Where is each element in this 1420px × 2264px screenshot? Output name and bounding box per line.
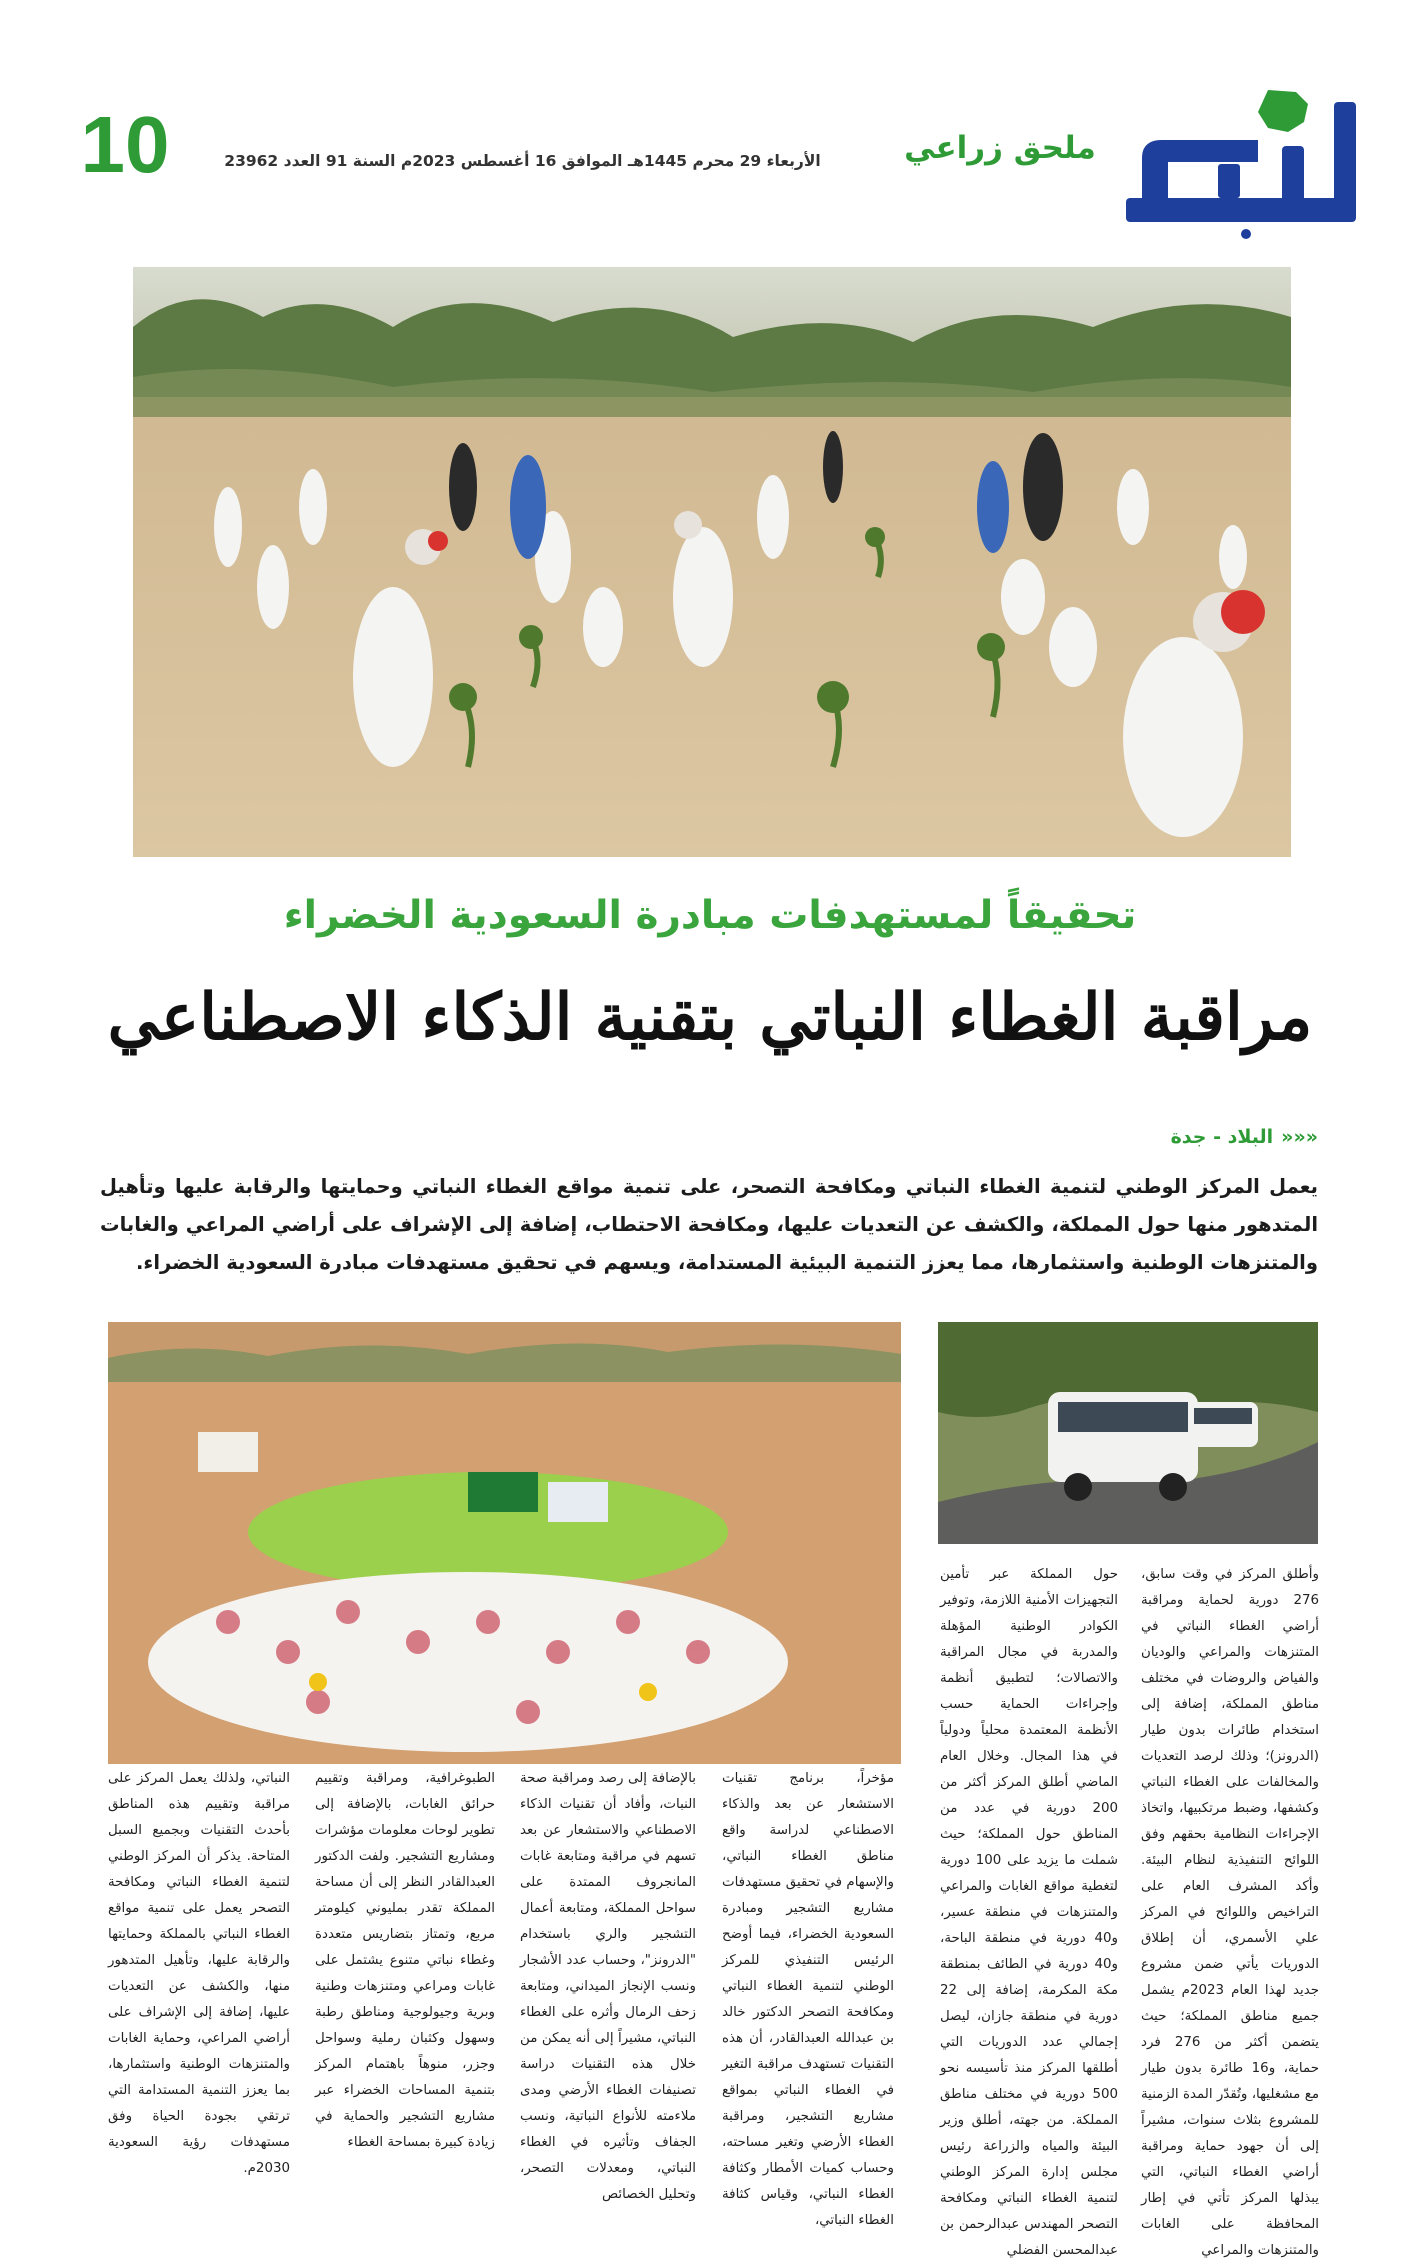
article-column-3: مؤخراً، برنامج تقنيات الاستشعار عن بعد والذكاء الاصطناعي لدراسة واقع مناطق الغطاء النباتي، والإسهام في تحقيق مستهدفات مشاريع التشجير ومبادرة السعودية الخضراء، فيما أوضح الرئيس التنفيذي للمركز الوطني لتنمية الغطاء النباتي ومكافحة التصحر الدكتور خالد بن عبدالله العبدالقادر، أن هذه التقنيات تستهدف مراقبة التغير في الغطاء النباتي بمواقع مشاريع التشجير، ومراقبة الغطاء الأرضي وتغير مساحته، وحساب كميات الأمطار وكثافة الغطاء النباتي، وقياس كثافة الغطاء النباتي، bbox=[722, 1771, 894, 2228]
article-column-1: وأطلق المركز في وقت سابق، 276 دورية لحماية ومراقبة أراضي الغطاء النباتي في المتنزهات والمراعي والوديان والفياض والروضات في مختلف مناطق المملكة، إضافة إلى استخدام طائرات بدون طيار (الدرونز)؛ وذلك لرصد التعديات والمخالفات على الغطاء النباتي وكشفها، وضبط مرتكبيها، واتخاذ الإجراءات النظامية بحقهم وفق اللوائح التنفيذية لنظام البيئة. وأكد المشرف العام على التراخيص واللوائح في المركز علي الأسمري، أن إطلاق الدوريات يأتي ضمن مشروع جديد لهذا العام 2023م يشمل جميع مناطق المملكة؛ حيث يتضمن أكثر من 276 فرد حماية، و16 طائرة بدون طيار مع مشغليها، وتُقدّر المدة الزمنية للمشروع بثلاث سنوات، مشيراً إلى أن جهود حماية ومراقبة أراضي الغطاء النباتي، التي يبذلها المركز تأتي في إطار المحافظة على الغابات والمتنزهات والمراعي bbox=[1141, 1567, 1320, 2258]
group-photo-graphic bbox=[108, 1322, 901, 1764]
chevrons-icon: ««« bbox=[1281, 1126, 1318, 1148]
article-column-2: حول المملكة عبر تأمين التجهيزات الأمنية اللازمة، وتوفير الكوادر الوطنية المؤهلة والمدربة في مجال المراقبة والاتصالات؛ لتطبيق أنظمة وإجراءات الحماية حسب الأنظمة المعتمدة محلياً ودولياً في هذا المجال. وخلال العام الماضي أطلق المركز أكثر من 200 دورية في عدد من المناطق حول المملكة؛ حيث شملت ما يزيد على 100 دورية لتغطية مواقع الغابات والمراعي والمتنزهات في منطقة عسير، و40 دورية في منطقة الباحة، و40 دورية في الطائف بمنطقة مكة المكرمة، إضافة إلى 22 دورية في منطقة جازان، ليصل إجمالي عدد الدوريات التي أطلقها المركز منذ تأسيسه نحو 500 دورية في مختلف مناطق المملكة. من جهته، أطلق وزير البيئة والمياه والزراعة رئيس مجلس إدارة المركز الوطني لتنمية الغطاء النباتي ومكافحة التصحر المهندس عبدالرحمن بن عبدالمحسن الفضلي bbox=[940, 1567, 1119, 2258]
logo-dot bbox=[1241, 229, 1251, 239]
byline-text: البلاد - جدة bbox=[1170, 1126, 1274, 1148]
article-lead: يعمل المركز الوطني لتنمية الغطاء النباتي ومكافحة التصحر، على تنمية مواقع الغطاء النباتي وحمايتها والرقابة عليها وتأهيل المتدهور منها حول المملكة، والكشف عن التعديات عليها، ومكافحة الاحتطاب، إضافة إلى الإشراف على أراضي المراعي والغابات والمتنزهات الوطنية واستثمارها، مما يعزز التنمية البيئية المستدامة، ويسهم في تحقيق مستهدفات مبادرة السعودية الخضراء. bbox=[100, 1175, 1318, 1274]
vehicles-photo-graphic bbox=[938, 1322, 1318, 1544]
article-headline: مراقبة الغطاء النباتي بتقنية الذكاء الاصطناعي bbox=[107, 980, 1313, 1055]
newspaper-logo[interactable] bbox=[1118, 88, 1366, 238]
logo-baseline bbox=[1126, 198, 1356, 222]
logo-graphic bbox=[1118, 88, 1366, 238]
logo-stroke bbox=[1142, 140, 1258, 198]
section-name: ملحق زراعي bbox=[904, 130, 1096, 166]
dateline: الأربعاء 29 محرم 1445هـ الموافق 16 أغسطس 2023م السنة 91 العدد 23962 bbox=[224, 152, 821, 170]
article-kicker: تحقيقاً لمستهدفات مبادرة السعودية الخضراء bbox=[283, 893, 1137, 938]
masthead bbox=[0, 0, 1420, 240]
hero-photo-tree-planting bbox=[133, 267, 1291, 857]
article-byline bbox=[1000, 1126, 1318, 1148]
photo-patrol-vehicles bbox=[938, 1322, 1318, 1544]
logo-map-shape bbox=[1258, 90, 1308, 132]
article-column-6: النباتي، ولذلك يعمل المركز على مراقبة وتقييم هذه المناطق بأحدث التقنيات وبجميع السبل المتاحة. يذكر أن المركز الوطني لتنمية الغطاء النباتي ومكافحة التصحر يعمل على تنمية مواقع الغطاء النباتي بالمملكة وحمايتها والرقابة عليها، وتأهيل المتدهور منها، والكشف عن التعديات عليها، إضافة إلى الإشراف على أراضي المراعي، وحماية الغابات والمتنزهات الوطنية واستثمارها، بما يعزز التنمية المستدامة التي ترتقي بجودة الحياة وفق مستهدفات رؤية السعودية 2030م. bbox=[108, 1771, 290, 2176]
article-column-4: بالإضافة إلى رصد ومراقبة صحة النبات، وأفاد أن تقنيات الذكاء الاصطناعي والاستشعار عن بعد تسهم في مراقبة ومتابعة غابات المانجروف الممتدة على سواحل المملكة، ومتابعة أعمال التشجير والري باستخدام "الدرونز"، وحساب عدد الأشجار ونسب الإنجاز الميداني، ومتابعة زحف الرمال وأثره على الغطاء النباتي، مشيراً إلى أنه يمكن من خلال هذه التقنيات دراسة تصنيفات الغطاء الأرضي ومدى ملاءمته للأنواع النباتية، ونسب الجفاف وتأثيره في الغطاء النباتي، ومعدلات التصحر، وتحليل الخصائص bbox=[520, 1771, 696, 2202]
hero-photo-graphic bbox=[133, 267, 1291, 857]
logo-stroke bbox=[1218, 164, 1240, 198]
page-number: 10 bbox=[80, 100, 170, 189]
article-column-5: الطبوغرافية، ومراقبة وتقييم حرائق الغابات، بالإضافة إلى تطوير لوحات معلومات مؤشرات ومشاريع التشجير. ولفت الدكتور العبدالقادر النظر إلى أن مساحة المملكة تقدر بمليوني كيلومتر مربع، وتمتاز بتضاريس متعددة وغطاء نباتي متنوع يشتمل على غابات ومراعي ومتنزهات وطنية وبرية وجيولوجية ومناطق رطبة وسهول وكثبان رملية وسواحل وجزر، منوهاً باهتمام المركز بتنمية المساحات الخضراء عبر مشاريع التشجير والحماية في زيادة كبيرة بمساحة الغطاء bbox=[315, 1771, 495, 2150]
photo-group-event bbox=[108, 1322, 901, 1764]
